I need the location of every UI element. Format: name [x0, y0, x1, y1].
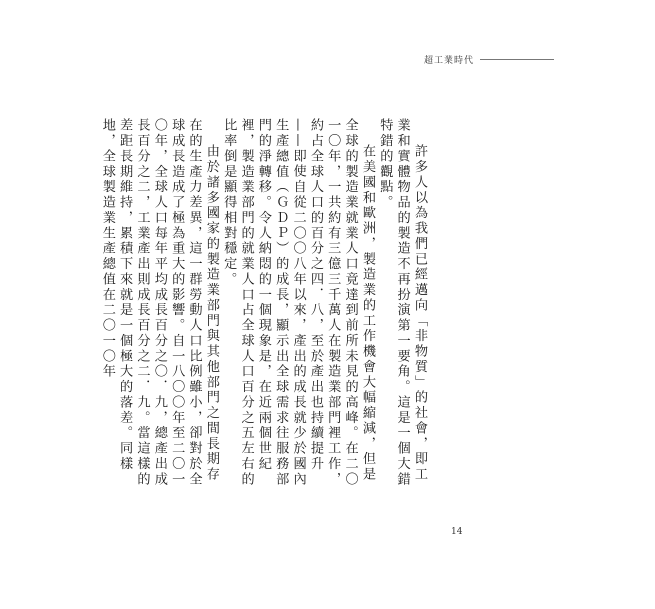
page-number: 14 — [451, 527, 463, 537]
paragraph: 許多人以為我們已經邁向「非物質」的社會，即工業和實體物品的製造不再扮演第一要角。這是一個大錯特錯的觀點。 — [377, 118, 427, 488]
header-rule — [480, 59, 554, 60]
running-header — [424, 53, 554, 66]
paragraph: 由於諸多國家的製造業部門與其他部門之間長期存在的生產力差異，這一群勞動人口比例雖小，卻對於全球成長造成了極為重大的影響。自一八〇〇年至二〇一〇年，全球人口每年平均成長百分之〇．九，總產出成長百分之二，工業產出則成長百分之二．九。當這樣的差距長期維持，累積下來就是一個極大的落差。同樣地，全球製造業生產總值在二〇一〇年 — [99, 118, 219, 488]
running-title: 超工業時代 — [424, 56, 475, 66]
paragraph: 在美國和歐洲，製造業的工作機會大幅縮減，但是全球的製造業就業人口竟達到前所未見的高峰。在二〇一〇年，一共約有三億三千萬人在製造業部門裡工作，約占全球人口的百分之四．八，至於產出也持續提升——即使自從二〇〇八年以來，產出的成長就少於國內生產總值（ＧＤＰ）的成長，顯示出全球需求往服務部門的淨轉移。令人納悶的一個現象是，在近兩個世紀裡，製造業部門的就業人口占全球人口百分之五左右的比率倒是顯得相對穩定。 — [221, 118, 375, 488]
body-text — [99, 118, 428, 493]
